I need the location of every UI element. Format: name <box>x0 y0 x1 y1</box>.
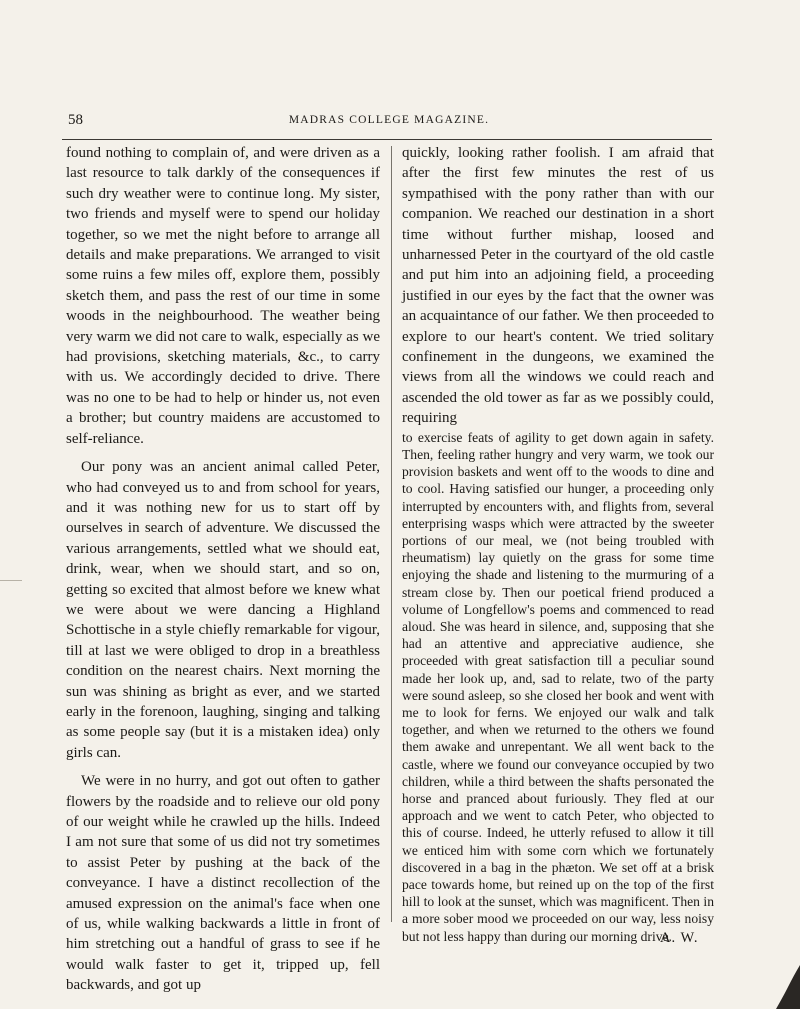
paragraph: We were in no hurry, and got out often to gather flowers by the roadside and to relieve our old pony of our weight while he crawled up the hills. Indeed I am not sure that some of us did not try sometimes to assist Peter by pushing at the back of the conveyance. I have a distinct recollection of the amused expression on the animal's face when one of us, while walking backwards a little in front of him stretching out a handful of grass to see if he would walk faster to get it, tripped up, fell backwards, and got up <box>66 773 380 994</box>
running-title: MADRAS COLLEGE MAGAZINE. <box>288 114 490 126</box>
paragraph: Our pony was an ancient animal called Peter, who had conveyed us to and from school for years, and it was nothing new for us to start off by ourselves in search of adventure. We discussed the various arrangements, settled what we should eat, drink, wear, when we should start, and so on, getting so excited that almost before we knew what we were about we were dancing a Highland Schottische in a style chiefly remarkable for vigour, till at last we were obliged to drop in a breathless condition on the nearest chairs. Next morning the sun was shining as bright as ever, and we started early in the forenoon, laughing, singing and talking as some people say (but it is a mistaken idea) only girls can. <box>66 459 380 761</box>
torn-corner-icon <box>774 965 800 1009</box>
left-column <box>66 143 380 996</box>
page-edge-mark <box>0 580 22 581</box>
paragraph-small-type: to exercise feats of agility to get down again in safety. Then, feeling rather hungry and very warm, we took our provision baskets and went off to the woods to dine and to cool. Having satisfied our hunger, a proceeding only interrupted by encounters with, and flights from, several enterprising wasps which were attracted by the sweeter portions of our meal, we (not being troubled with rheumatism) lay quietly on the grass for some time enjoying the shade and listening to the murmuring of a stream close by. Then our poetical friend produced a volume of Longfellow's poems and commenced to read aloud. She was heard in silence, and, supposing that she had an attentive and appreciative audience, she proceeded with great satisfaction till a peculiar sound made her look up, and, sad to relate, two of the party were sound asleep, so she closed her book and went with me to look for ferns. We enjoyed our walk and talk together, and when we returned to the others we found them awake and unrepentant. We all went back to the castle, where we found our conveyance occupied by two children, while a third between the shafts personated the horse and pranced about furiously. They fled at our approach and we went to catch Peter, who objected to this of course. Indeed, he utterly refused to allow it till we enticed him with some corn which we fortunately discovered in a bag in the phæton. We set off at a brisk pace towards home, but reined up on the top of the first hill to look at the sunset, which was magnificent. Then in a more sober mood we proceeded on our way, less noisy but not less happy than during our morning drive. <box>402 429 714 944</box>
paragraph: found nothing to complain of, and were driven as a last resource to talk darkly of the consequences if such dry weather were to continue long. My sister, two friends and myself were to spend our holiday together, so we met the night before to arrange all details and make preparations. We arranged to visit some ruins a few miles off, explore them, possibly sketch them, and pass the rest of our time in some woods in the neighbourhood. The weather being very warm we did not care to walk, especially as we had provisions, sketching materials, &c., to carry with us. We accordingly decided to drive. There was no one to be had to help or hinder us, not even a brother; but country maidens are accustomed to self-reliance. <box>66 145 380 447</box>
page-header <box>68 112 710 132</box>
author-signature: A. W. <box>660 930 699 946</box>
page-number: 58 <box>68 112 83 128</box>
right-column <box>402 143 714 945</box>
paragraph-large-type: quickly, looking rather foolish. I am afraid that after the first few minutes the rest of us sympathised with the pony rather than with our companion. We reached our destination in a short time without further mishap, loosed and unharnessed Peter in the courtyard of the old castle and put him into an adjoining field, a proceeding justified in our eyes by the fact that the owner was an acquaintance of our father. We then proceeded to explore to our heart's content. We tried solitary confinement in the dungeons, we examined the views from all the windows we could reach and ascended the old tower as far as we possibly could, requiring <box>402 145 714 427</box>
column-divider <box>391 146 392 922</box>
header-rule <box>62 139 712 140</box>
